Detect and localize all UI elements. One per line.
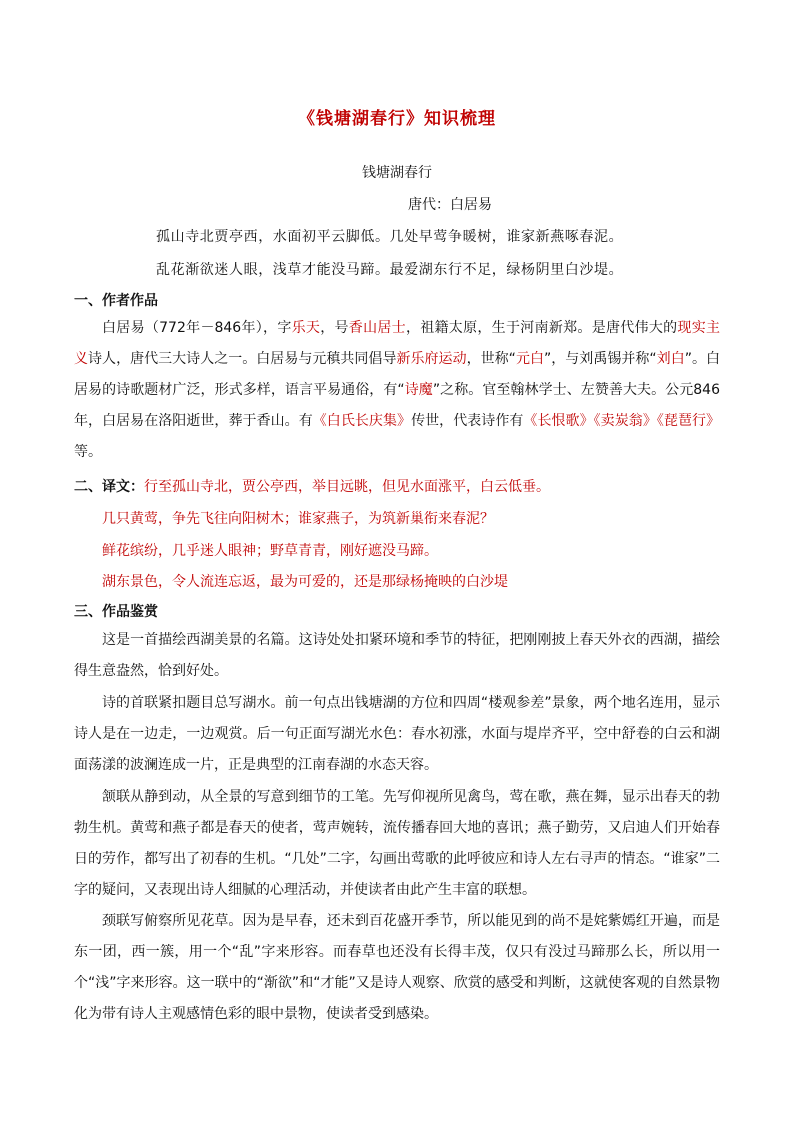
author-paragraph bbox=[74, 313, 720, 468]
paragraph-text: 等。 bbox=[74, 444, 102, 460]
poem-line-1: 孤山寺北贾亭西，水面初平云脚低。几处早莺争暖树，谁家新燕啄春泥。 bbox=[156, 229, 624, 245]
paragraph-text: ”。白居易的诗歌题材广泛，形式多样，语言平易通俗，有“ bbox=[74, 351, 721, 398]
paragraph-text: ，世称“ bbox=[466, 351, 516, 367]
paragraph-text: ，号 bbox=[320, 320, 349, 336]
translation-line-2: 几只黄莺，争先飞往向阳树木；谁家燕子，为筑新巢衔来春泥？ bbox=[102, 511, 494, 527]
translation-line-4: 湖东景色，令人流连忘返，最为可爱的，还是那绿杨掩映的白沙堤 bbox=[102, 574, 508, 590]
section-heading-appreciation: 三、作品鉴赏 bbox=[74, 604, 158, 620]
section-heading-translation bbox=[74, 476, 550, 496]
appreciation-paragraph-4: 颈联写俯察所见花草。因为是早春，还未到百花盛开季节，所以能见到的尚不是姹紫嫣红开遍，而是东一团，西一簇，用一个“乱”字来形容。而春草也还没有长得丰茂，仅只有没过马蹄那么长，所以用一个“浅”字来形容。这一联中的“渐欲”和“才能”又是诗人观察、欣赏的感受和判断，这就使客观的自然景物化为带有诗人主观感情色彩的眼中景物，使读者受到感染。 bbox=[74, 913, 720, 1022]
appreciation-paragraph-2: 诗的首联紧扣题目总写湖水。前一句点出钱塘湖的方位和四周“楼观参差”景象，两个地名连用，显示诗人是在一边走，一边观赏。后一句正面写湖光水色：春水初涨，水面与堤岸齐平，空中舒卷的白云和湖面荡漾的波澜连成一片，正是典型的江南春湖的水态天容。 bbox=[74, 695, 720, 773]
paragraph-text: ”，与刘禹锡并称“ bbox=[543, 351, 657, 367]
highlight-term: 刘白 bbox=[656, 351, 685, 367]
section-heading-author: 一、作者作品 bbox=[74, 293, 158, 309]
document-title: 《钱塘湖春行》知识梳理 bbox=[298, 109, 496, 129]
highlight-term: 元白 bbox=[515, 351, 544, 367]
translation-line-1: 行至孤山寺北，贾公亭西，举目远眺，但见水面涨平，白云低垂。 bbox=[144, 479, 550, 495]
highlight-term: 《长恨歌》《卖炭翁》《琵琶行》 bbox=[523, 413, 721, 429]
translation-label: 二、译文： bbox=[74, 479, 144, 495]
paragraph-text: 诗人，唐代三大诗人之一。白居易与元稹共同倡导 bbox=[88, 351, 397, 367]
highlight-term: 诗魔 bbox=[404, 382, 433, 398]
paragraph-text: ”之称。官至翰林学士、左赞善大夫。公元846年，白居易在洛阳逝世，葬于香山。有 bbox=[74, 382, 720, 429]
appreciation-paragraph-3: 颔联从静到动，从全景的写意到细节的工笔。先写仰视所见禽鸟，莺在歌，燕在舞，显示出春天的勃勃生机。黄莺和燕子都是春天的使者，莺声婉转，流传播春回大地的喜讯；燕子勤劳，又启迪人们开始春日的劳作，都写出了初春的生机。“几处”二字，勾画出莺歌的此呼彼应和诗人左右寻声的情态。“谁家”二字的疑问，又表现出诗人细腻的心理活动，并使读者由此产生丰富的联想。 bbox=[74, 789, 720, 898]
highlight-term: 香山居士 bbox=[348, 320, 406, 336]
poem-title: 钱塘湖春行 bbox=[362, 165, 432, 181]
paragraph-text: ，祖籍太原，生于河南新郑。是唐代伟大的 bbox=[405, 320, 678, 336]
highlight-term: 现实主义 bbox=[74, 320, 720, 367]
highlight-term: 《白氏长庆集》 bbox=[312, 413, 412, 429]
highlight-term: 乐天 bbox=[291, 320, 321, 336]
appreciation-paragraph-1: 这是一首描绘西湖美景的名篇。这诗处处扣紧环境和季节的特征，把刚刚披上春天外衣的西湖，描绘得生意盎然，恰到好处。 bbox=[74, 632, 720, 679]
paragraph-text: 传世，代表诗作有 bbox=[411, 413, 524, 429]
translation-line-3: 鲜花缤纷，几乎迷人眼神；野草青青，刚好遮没马蹄。 bbox=[102, 543, 438, 559]
highlight-term: 新乐府运动 bbox=[396, 351, 467, 367]
poem-author: 唐代：白居易 bbox=[408, 197, 492, 213]
paragraph-text: 白居易（772年－846年），字 bbox=[102, 320, 292, 336]
poem-line-2: 乱花渐欲迷人眼，浅草才能没马蹄。最爱湖东行不足，绿杨阴里白沙堤。 bbox=[156, 262, 624, 278]
